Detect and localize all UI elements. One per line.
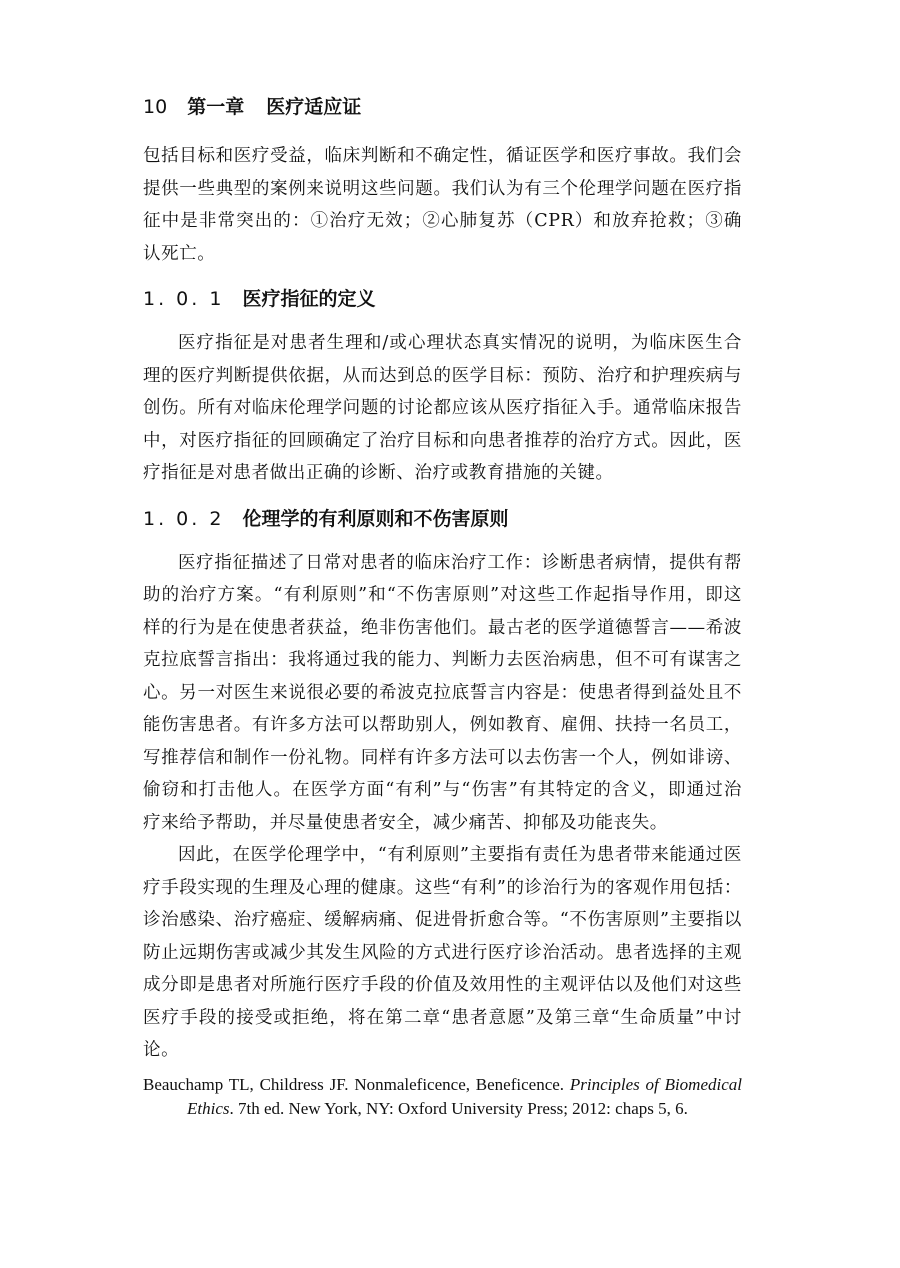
section-heading-1-0-1 bbox=[143, 284, 742, 314]
reference-details: . 7th ed. New York, NY: Oxford University Press; 2012: chaps 5, 6. bbox=[229, 1098, 688, 1118]
reference-book-title: Principles of Biomedical Ethics bbox=[187, 1074, 742, 1118]
paragraph-nonmaleficence: 因此，在医学伦理学中，“有利原则”主要指有责任为患者带来能通过医疗手段实现的生理及心理的健康。这些“有利”的诊治行为的客观作用包括：诊治感染、治疗癌症、缓解病痛、促进骨折愈合等。“不伤害原则”主要指以防止远期伤害或减少其发生风险的方式进行医疗诊治活动。患者选择的主观成分即是患者对所施行医疗手段的价值及效用性的主观评估以及他们对这些医疗手段的接受或拒绝，将在第二章“患者意愿”及第三章“生命质量”中讨论。 bbox=[143, 845, 742, 1060]
section-title: 伦理学的有利原则和不伤害原则 bbox=[242, 507, 509, 530]
running-head bbox=[143, 92, 742, 122]
section-title: 医疗指征的定义 bbox=[242, 288, 376, 310]
section-number: 1. 0. 2 bbox=[143, 507, 225, 530]
intro-paragraph: 包括目标和医疗受益，临床判断和不确定性，循证医学和医疗事故。我们会提供一些典型的案例来说明这些问题。我们认为有三个伦理学问题在医疗指征中是非常突出的：①治疗无效；②心肺复苏（CPR）和放弃抢救；③确认死亡。 bbox=[143, 146, 742, 264]
chapter-label: 第一章 bbox=[187, 96, 245, 118]
reference-entry bbox=[143, 1073, 742, 1121]
chapter-title: 医疗适应证 bbox=[266, 96, 362, 118]
paragraph-beneficence: 医疗指征描述了日常对患者的临床治疗工作：诊断患者病情，提供有帮助的治疗方案。“有利原则”和“不伤害原则”对这些工作起指导作用，即这样的行为是在使患者获益，绝非伤害他们。最古老的医学道德誓言——希波克拉底誓言指出：我将通过我的能力、判断力去医治病患，但不可有谋害之心。另一对医生来说很必要的希波克拉底誓言内容是：使患者得到益处且不能伤害患者。有许多方法可以帮助别人，例如教育、雇佣、扶持一名员工，写推荐信和制作一份礼物。同样有许多方法可以去伤害一个人，例如诽谤、偷窃和打击他人。在医学方面“有利”与“伤害”有其特定的含义，即通过治疗来给予帮助，并尽量使患者安全，减少痛苦、抑郁及功能丧失。 bbox=[143, 552, 742, 833]
section-heading-1-0-2 bbox=[143, 504, 742, 534]
section-number: 1. 0. 1 bbox=[143, 288, 225, 310]
paragraph-definition: 医疗指征是对患者生理和/或心理状态真实情况的说明，为临床医生合理的医疗判断提供依据，从而达到总的医学目标：预防、治疗和护理疾病与创伤。所有对临床伦理学问题的讨论都应该从医疗指征入手。通常临床报告中，对医疗指征的回顾确定了治疗目标和向患者推荐的治疗方式。因此，医疗指征是对患者做出正确的诊断、治疗或教育措施的关键。 bbox=[143, 333, 742, 483]
reference-authors: Beauchamp TL, Childress JF. Nonmaleficence, Beneficence. bbox=[143, 1074, 565, 1094]
page-number: 10 bbox=[143, 96, 168, 118]
